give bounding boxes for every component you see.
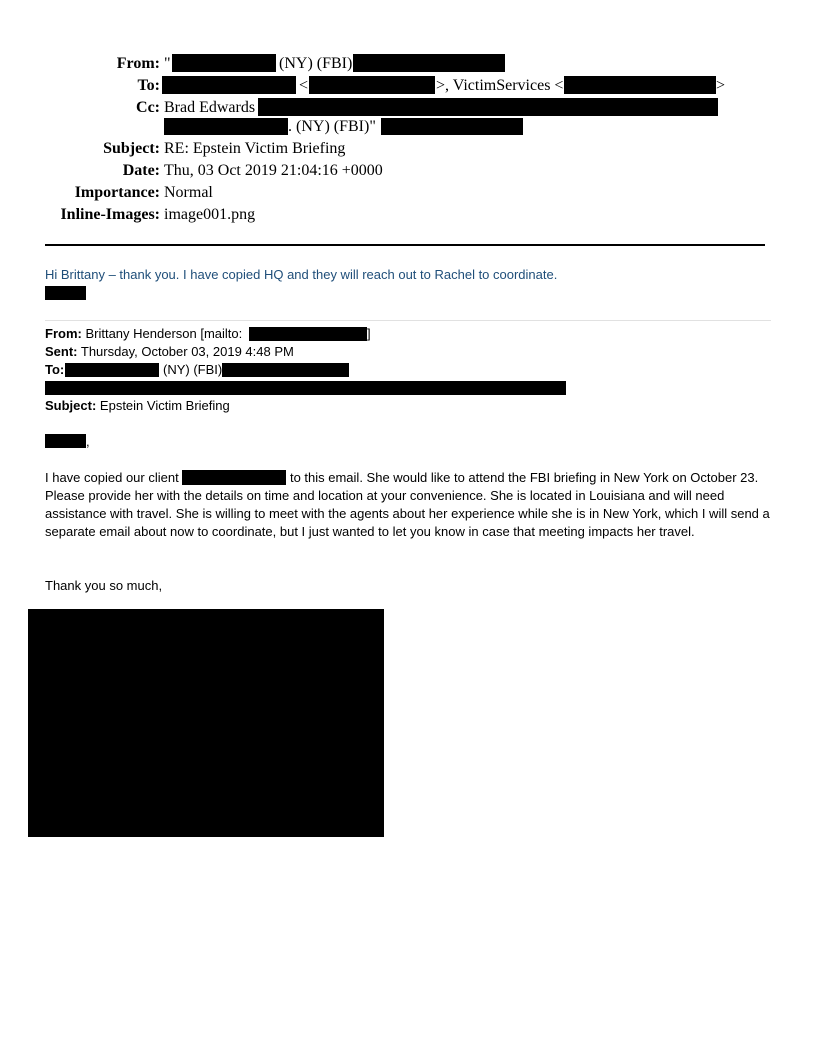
- to-victimservices: >, VictimServices <: [436, 77, 564, 94]
- closing-text: Thank you so much,: [45, 578, 163, 593]
- to-lt: <: [299, 77, 309, 94]
- orig-from-line: [45, 325, 242, 343]
- redaction-orig-to-name: [65, 363, 159, 377]
- redaction-reply-signature: [45, 286, 86, 300]
- inline-images-label: Inline-Images:: [60, 206, 160, 223]
- redaction-cc-line2-name: [164, 118, 288, 135]
- redaction-cc-line1: [258, 98, 718, 116]
- redaction-orig-to-email: [222, 363, 349, 377]
- cc-name: Brad Edwards: [164, 99, 256, 116]
- header-date: [0, 161, 816, 183]
- header-importance: [0, 183, 816, 205]
- from-label: From:: [116, 55, 160, 72]
- header-inline-images: [0, 205, 816, 227]
- date-label: Date:: [122, 162, 160, 179]
- orig-subject-value: Epstein Victim Briefing: [99, 398, 230, 413]
- orig-from-value: Brittany Henderson [mailto:: [85, 326, 243, 341]
- inline-images-value: image001.png: [164, 206, 256, 223]
- redaction-to-name: [162, 76, 296, 94]
- orig-subject-line: [45, 397, 230, 415]
- redaction-signature-block: [28, 609, 384, 837]
- reply-text: Hi Brittany – thank you. I have copied HQ and they will reach out to Rachel to coordinate.: [45, 267, 558, 282]
- cc-label: Cc:: [136, 99, 160, 116]
- subject-value: RE: Epstein Victim Briefing: [164, 140, 346, 157]
- orig-from-label: From:: [45, 326, 82, 341]
- redaction-orig-from-email: [249, 327, 367, 341]
- orig-from-close: ]: [367, 326, 371, 341]
- redaction-cc-line2-email: [381, 118, 523, 135]
- orig-to-value: (NY) (FBI): [163, 362, 223, 377]
- importance-label: Importance:: [74, 184, 160, 201]
- orig-sent-label: Sent:: [45, 344, 78, 359]
- redaction-to-email: [309, 76, 435, 94]
- greeting-comma: ,: [86, 434, 90, 449]
- header-subject: [0, 139, 816, 161]
- body-part1: I have copied our client: [45, 470, 179, 485]
- to-gt: >: [716, 77, 726, 94]
- subject-label: Subject:: [103, 140, 160, 157]
- redaction-victimservices-email: [564, 76, 716, 94]
- redaction-from-email: [353, 54, 505, 72]
- quoted-divider: [45, 320, 771, 321]
- from-value: (NY) (FBI): [279, 55, 353, 72]
- redaction-from-name: [172, 54, 276, 72]
- orig-to-label: To:: [45, 362, 65, 377]
- body-part2: to this email. She would like to attend the FBI briefing in New York on October 23. Please provide her with the details on time and location at your convenience. She is located in Louisiana and will need assistance with travel. She is willing to meet with the agents about her experience while she is in New York, which I will send a separate email about now to coordinate, but I just wanted to let you know in case that meeting impacts her travel.: [45, 470, 770, 539]
- redaction-greeting-name: [45, 434, 86, 448]
- from-quote: ": [164, 55, 171, 72]
- date-value: Thu, 03 Oct 2019 21:04:16 +0000: [164, 162, 383, 179]
- body-paragraph: [45, 469, 770, 541]
- orig-sent-line: [45, 343, 294, 361]
- redaction-orig-cc-line: [45, 381, 566, 395]
- cc-line2: . (NY) (FBI)": [288, 118, 376, 135]
- to-label: To:: [137, 77, 160, 94]
- header-divider: [45, 244, 765, 246]
- orig-sent-value: Thursday, October 03, 2019 4:48 PM: [80, 344, 294, 359]
- importance-value: Normal: [164, 184, 213, 201]
- orig-subject-label: Subject:: [45, 398, 97, 413]
- redaction-client-name: [182, 470, 286, 485]
